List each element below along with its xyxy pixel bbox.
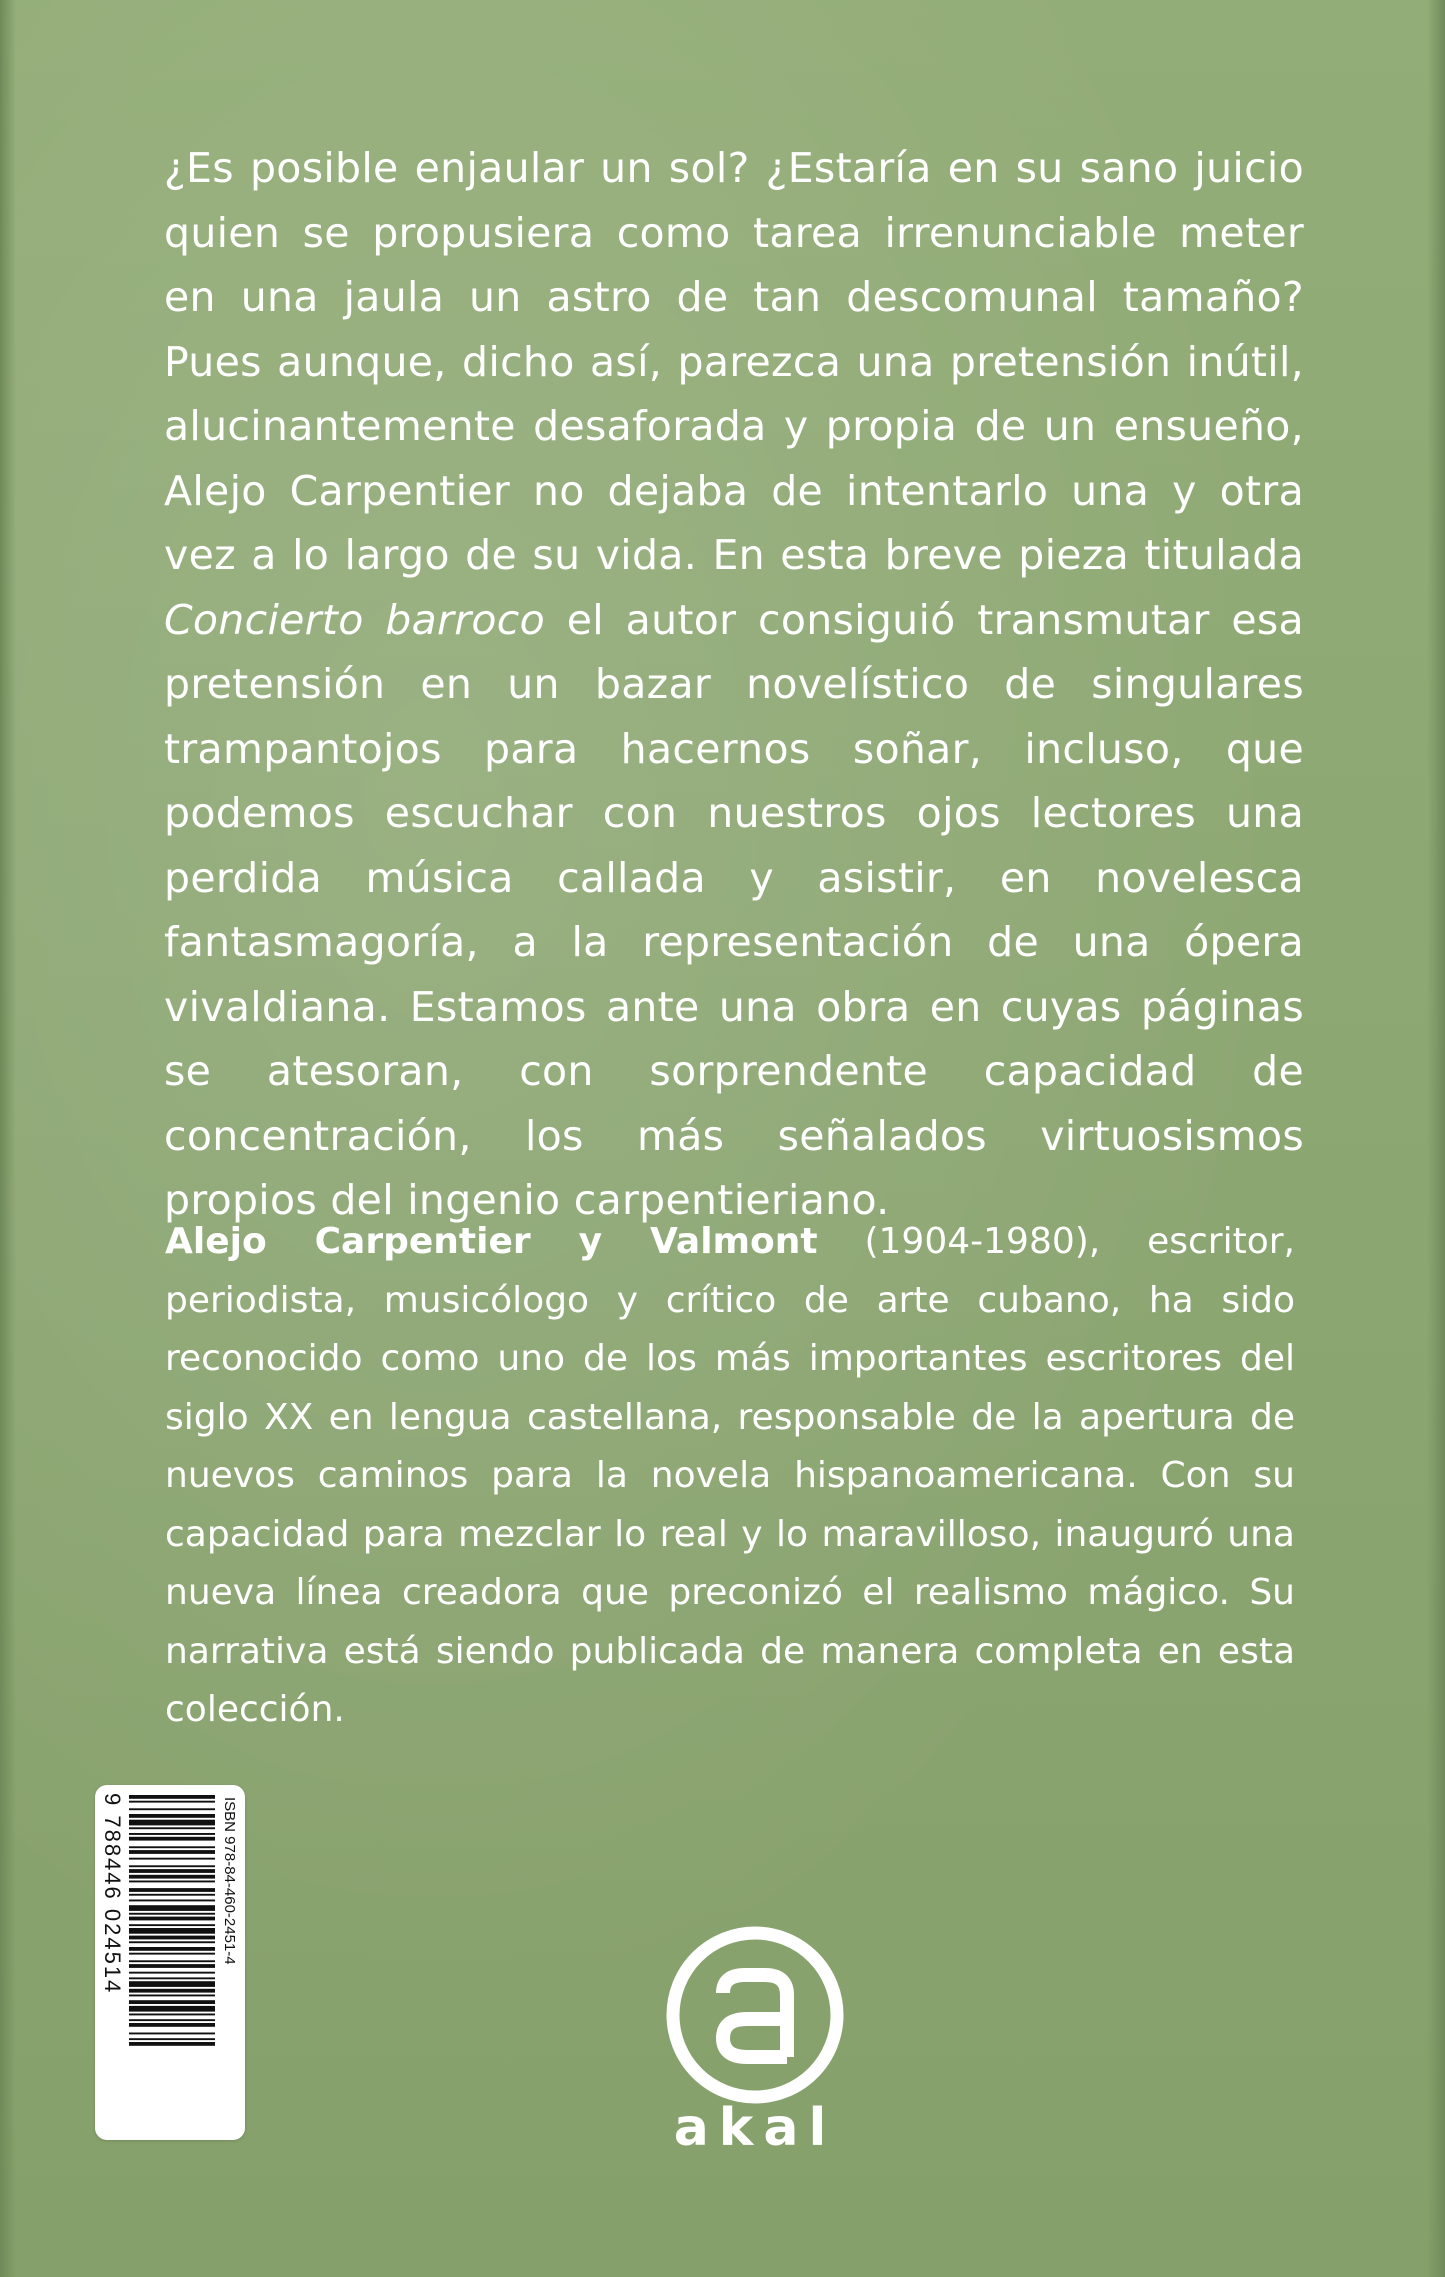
barcode-bar [129, 1801, 215, 1803]
barcode-bar [129, 1913, 215, 1915]
barcode-bar [129, 1936, 215, 1940]
barcode-bar [129, 1814, 215, 1818]
barcode-bar [129, 1947, 215, 1951]
barcode-bar [129, 1981, 215, 1987]
barcode-bar [129, 2014, 215, 2016]
barcode-bar [129, 1989, 215, 1993]
barcode-bar [129, 2023, 215, 2027]
barcode-graphic [95, 1785, 245, 2140]
barcode-bar [129, 1964, 215, 1968]
barcode-bar [129, 1808, 215, 1810]
barcode-bar [129, 1941, 215, 1943]
barcode-bar [129, 1928, 215, 1934]
synopsis-text-start: ¿Es posible enjaular un sol? ¿Estaría en su sano juicio quien se propusiera como tarea irrenunciable meter en una jaula un astro de tan descomunal tamaño? Pues aunque, dicho así, parezca una pretensión inútil, alucinantemente desaforada y propia de un ensueño, Alejo Carpentier no dejaba de intentarlo una y otra vez a lo largo de su vida. En esta breve pieza titulada [164, 144, 1304, 579]
barcode-bar [129, 1960, 215, 1962]
barcode-bar [129, 1894, 215, 1896]
barcode-bar [129, 1875, 215, 1879]
barcode-bar [129, 1905, 215, 1911]
logo-letter-a-bowl [723, 2019, 787, 2057]
barcode-bar [129, 1977, 215, 1979]
author-bio-text: (1904-1980), escritor, periodista, musicólogo y crítico de arte cubano, ha sido reconocido como uno de los más importantes escritores del siglo XX en lengua castellana, responsable de la apertura de nuevos caminos para la novela hispanoamericana. Con su capacidad para mezclar lo real y lo maravilloso, inauguró una nueva línea creadora que preconizó el realismo mágico. Su narrativa está siendo publicada de manera completa en esta colección. [165, 1221, 1295, 1730]
barcode-bar [129, 1846, 215, 1848]
barcode-bar [129, 1865, 215, 1867]
barcode-bar [129, 1917, 215, 1921]
synopsis-text-end: el autor consiguió transmutar esa pretensión en un bazar novelístico de singulares trampantojos para hacernos soñar, incluso, que podemos escuchar con nuestros ojos lectores una perdida música callada y asistir, en novelesca fantasmagoría, a la representación de una ópera vivaldiana. Estamos ante una obra en cuyas páginas se atesoran, con sorprendente capacidad de concentración, los más señalados virtuosismos propios del ingenio carpentieriano. [164, 595, 1304, 1224]
cover-right-edge [1427, 0, 1445, 2277]
barcode-bar [129, 1827, 215, 1829]
barcode-bar [129, 1972, 215, 1974]
barcode-bar [129, 2042, 215, 2046]
cover-left-edge [0, 0, 16, 2277]
barcode-bar [129, 1953, 215, 1955]
barcode-bar [129, 1881, 215, 1883]
author-name: Alejo Carpentier y Valmont [165, 1221, 818, 1262]
barcode-bar [129, 1888, 215, 1892]
publisher-wordmark: akal [673, 2098, 837, 2158]
book-title-italic: Concierto barroco [164, 595, 545, 644]
barcode-bar [129, 2033, 215, 2035]
barcode-bar [129, 1900, 215, 1902]
barcode-bar [129, 2006, 215, 2012]
barcode-bar [129, 1820, 215, 1826]
barcode-bar [129, 2019, 215, 2021]
barcode-bar [129, 1869, 215, 1873]
barcode-bar [129, 2000, 215, 2004]
barcode-bar [129, 2038, 215, 2040]
isbn-label: ISBN 978-84-460-2451-4 [221, 1797, 238, 1965]
barcode-digits: 9 788446 024514 [100, 1793, 125, 1995]
author-bio-paragraph [165, 1213, 1295, 1740]
barcode-bar [129, 1995, 215, 1997]
isbn-barcode [95, 1785, 245, 2140]
barcode-bar [129, 1795, 215, 1799]
barcode-bars [129, 1795, 215, 2046]
barcode-bar [129, 1850, 215, 1854]
barcode-bar [129, 1924, 215, 1926]
barcode-bar [129, 1837, 215, 1841]
barcode-bar [129, 1833, 215, 1835]
synopsis-paragraph [164, 136, 1304, 1233]
barcode-bar [129, 1858, 215, 1860]
